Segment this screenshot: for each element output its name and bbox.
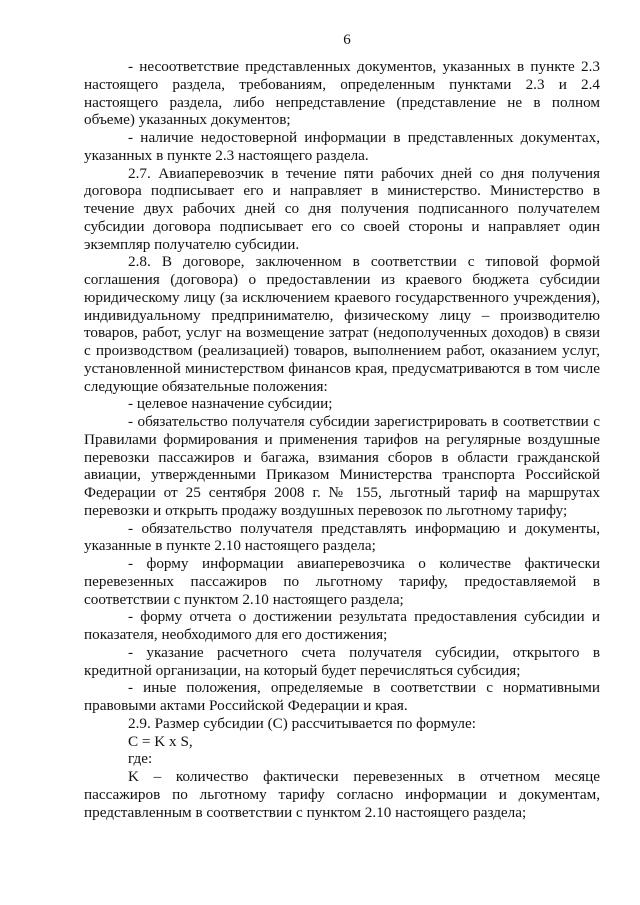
- document-body: [84, 58, 600, 821]
- formula-where-label: где:: [128, 750, 153, 768]
- page-number: 6: [343, 32, 351, 48]
- paragraph-item-provide-information: - обязательство получателя представлять информацию и документы, указанные в пункте 2.10 настоящего раздела;: [84, 519, 600, 555]
- paragraph-item-purpose: - целевое назначение субсидии;: [128, 395, 333, 413]
- paragraph-item-report-form: - форму отчета о достижении результата предоставления субсидии и показателя, необходимого для его достижения;: [84, 608, 600, 643]
- subsidy-formula: С = K x S,: [128, 732, 193, 750]
- paragraph-2-7: 2.7. Авиаперевозчик в течение пяти рабочих дней со дня получения договора подписывает его и направляет в министерство. Министерство в течение двух рабочих дней со дня получения подписанного получателем субсидии договора подписывает его со своей стороны и направляет один экземпляр получателю субсидии.: [84, 164, 600, 253]
- paragraph-item-nonconformity: - несоответствие представленных документов, указанных в пункте 2.3 настоящего раздела, требованиям, определенным пунктами 2.3 и 2.4 настоящего раздела, либо непредставление (представление не в полном объеме) указанных документов;: [84, 58, 600, 129]
- paragraph-item-other-provisions: - иные положения, определяемые в соответствии с нормативными правовыми актами Российской Федерации и края.: [84, 679, 600, 714]
- paragraph-2-9: 2.9. Размер субсидии (С) рассчитывается по формуле:: [128, 714, 476, 732]
- formula-variable-k-definition: K – количество фактически перевезенных в отчетном месяце пассажиров по льготному тарифу согласно информации и документам, представленным в соответствии с пунктом 2.10 настоящего раздела;: [84, 768, 600, 821]
- paragraph-item-tariff-registration: - обязательство получателя субсидии зарегистрировать в соответствии с Правилами формирования и применения тарифов на регулярные воздушные перевозки пассажиров и багажа, взимания сборов в области гражданской авиации, утвержденными Приказом Министерства транспорта Российской Федерации от 25 сентября 2008 г. № 155, льготный тариф на маршрутах перевозки и открыть продажу воздушных перевозок по льготному тарифу;: [84, 413, 600, 519]
- paragraph-item-bank-account: - указание расчетного счета получателя субсидии, открытого в кредитной организации, на который будет перечисляться субсидия;: [84, 643, 600, 679]
- paragraph-2-8: 2.8. В договоре, заключенном в соответствии с типовой формой соглашения (договора) о предоставлении из краевого бюджета субсидии юридическому лицу (за исключением краевого государственного учреждения), индивидуальному предпринимателю, физическому лицу – производителю товаров, работ, услуг на возмещение затрат (недополученных доходов) в связи с производством (реализацией) товаров, выполнением работ, оказанием услуг, установленной министерством финансов края, предусматриваются в том числе следующие обязательные положения:: [84, 253, 600, 395]
- paragraph-item-false-information: - наличие недостоверной информации в представленных документах, указанных в пункте 2.3 настоящего раздела.: [84, 129, 600, 164]
- paragraph-item-information-form: - форму информации авиаперевозчика о количестве фактически перевезенных пассажиров по льготному тарифу, предоставляемой в соответствии с пунктом 2.10 настоящего раздела;: [84, 555, 600, 608]
